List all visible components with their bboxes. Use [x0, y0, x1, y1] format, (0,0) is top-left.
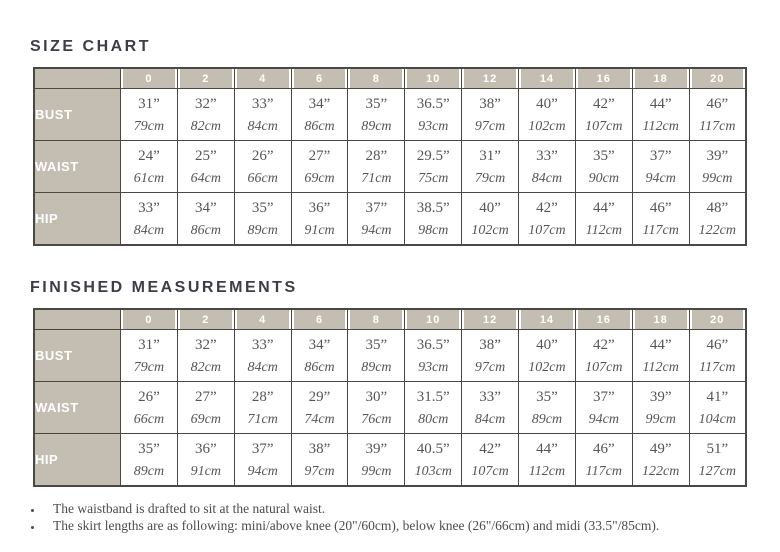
- inches-value: 35”: [365, 95, 388, 112]
- inches-value: 33”: [479, 388, 501, 405]
- inches-value: 31.5”: [416, 388, 450, 405]
- measurement-cell: [519, 382, 576, 434]
- measurement-cell: [519, 434, 576, 487]
- cm-value: 93cm: [418, 359, 449, 375]
- size-header: 0: [121, 68, 178, 89]
- measurement-cell: [177, 89, 234, 141]
- inches-value: 28”: [365, 147, 388, 164]
- cm-value: 66cm: [133, 411, 165, 427]
- row-label: HIP: [34, 434, 121, 487]
- measurement-cell: [519, 193, 576, 246]
- row-label: HIP: [34, 193, 121, 246]
- measurement-cell: [405, 434, 462, 487]
- cm-value: 107cm: [528, 222, 566, 238]
- inches-value: 51”: [706, 440, 729, 457]
- cm-value: 107cm: [471, 463, 509, 479]
- corner-cell: [34, 309, 121, 330]
- inches-value: 44”: [592, 199, 615, 216]
- inches-value: 32”: [194, 336, 217, 353]
- measurement-cell: [121, 193, 178, 246]
- measurement-cell: [689, 141, 746, 193]
- size-header: 20: [689, 68, 746, 89]
- cm-value: 91cm: [190, 463, 221, 479]
- measurement-cell: [348, 89, 405, 141]
- measurement-cell: [575, 141, 632, 193]
- measurement-cell: [519, 141, 576, 193]
- cm-value: 84cm: [247, 359, 278, 375]
- cm-value: 99cm: [645, 411, 676, 427]
- cm-value: 71cm: [361, 170, 392, 186]
- cm-value: 89cm: [247, 222, 278, 238]
- cm-value: 99cm: [361, 463, 392, 479]
- size-header: 0: [121, 309, 178, 330]
- inches-value: 36”: [308, 199, 331, 216]
- inches-value: 38”: [308, 440, 331, 457]
- measurement-cell: [462, 382, 519, 434]
- cm-value: 98cm: [418, 222, 449, 238]
- inches-value: 38.5”: [416, 199, 450, 216]
- measurement-cell: [291, 330, 348, 382]
- cm-value: 66cm: [247, 170, 278, 186]
- size-header: 14: [519, 68, 576, 89]
- size-header: 18: [632, 68, 689, 89]
- cm-value: 84cm: [247, 118, 278, 134]
- cm-value: 76cm: [361, 411, 392, 427]
- row-label: WAIST: [34, 382, 121, 434]
- size-header: 6: [291, 309, 348, 330]
- inches-value: 44”: [649, 95, 672, 112]
- inches-value: 37”: [592, 388, 615, 405]
- measurement-cell: [291, 382, 348, 434]
- cm-value: 84cm: [531, 170, 563, 186]
- size-header: 14: [519, 309, 576, 330]
- cm-value: 94cm: [645, 170, 676, 186]
- size-header: 2: [177, 68, 234, 89]
- row-label: WAIST: [34, 141, 121, 193]
- cm-value: 74cm: [304, 411, 335, 427]
- measurement-cell: [462, 434, 519, 487]
- inches-value: 35”: [251, 199, 274, 216]
- notes-list: [0, 500, 780, 534]
- inches-value: 35”: [138, 440, 160, 457]
- cm-value: 112cm: [528, 463, 566, 479]
- measurement-cell: [291, 434, 348, 487]
- measurement-cell: [519, 330, 576, 382]
- inches-value: 27”: [308, 147, 331, 164]
- inches-value: 36.5”: [416, 95, 450, 112]
- measurement-cell: [405, 141, 462, 193]
- measurement-cell: [121, 89, 178, 141]
- measurement-cell: [234, 89, 291, 141]
- inches-value: 38”: [479, 336, 501, 353]
- inches-value: 31”: [479, 147, 501, 164]
- size-header: 10: [405, 309, 462, 330]
- cm-value: 117cm: [699, 359, 736, 375]
- inches-value: 42”: [536, 199, 558, 216]
- measurement-cell: [234, 434, 291, 487]
- measurement-cell: [575, 330, 632, 382]
- size-header: 4: [234, 309, 291, 330]
- note-waistband: • The waistband is drafted to sit at the natural waist.: [43, 500, 780, 517]
- size-header: 2: [177, 309, 234, 330]
- inches-value: 39”: [365, 440, 388, 457]
- inches-value: 40.5”: [416, 440, 450, 457]
- measurement-cell: [632, 330, 689, 382]
- inches-value: 48”: [706, 199, 729, 216]
- measurement-cell: [348, 330, 405, 382]
- cm-value: 90cm: [588, 170, 619, 186]
- cm-value: 94cm: [588, 411, 619, 427]
- measurement-cell: [348, 382, 405, 434]
- inches-value: 33”: [251, 95, 274, 112]
- inches-value: 42”: [592, 336, 615, 353]
- cm-value: 79cm: [133, 118, 165, 134]
- inches-value: 33”: [138, 199, 160, 216]
- cm-value: 89cm: [133, 463, 165, 479]
- cm-value: 122cm: [698, 222, 736, 238]
- cm-value: 117cm: [699, 118, 736, 134]
- note-skirt-lengths: • The skirt lengths are as following: mini/above knee (20"/60cm), below knee (26"/66cm) and midi (33.5"/85cm).: [43, 517, 780, 534]
- inches-value: 37”: [365, 199, 388, 216]
- inches-value: 41”: [706, 388, 729, 405]
- measurement-cell: [689, 89, 746, 141]
- cm-value: 112cm: [642, 118, 679, 134]
- inches-value: 34”: [308, 95, 331, 112]
- measurement-cell: [177, 193, 234, 246]
- cm-value: 86cm: [304, 359, 335, 375]
- size-header: 18: [632, 309, 689, 330]
- cm-value: 102cm: [528, 118, 566, 134]
- inches-value: 36.5”: [416, 336, 450, 353]
- measurement-cell: [632, 89, 689, 141]
- measurement-cell: [689, 382, 746, 434]
- inches-value: 25”: [194, 147, 217, 164]
- inches-value: 49”: [649, 440, 672, 457]
- measurement-cell: [689, 330, 746, 382]
- measurement-cell: [632, 141, 689, 193]
- cm-value: 97cm: [304, 463, 335, 479]
- inches-value: 28”: [251, 388, 274, 405]
- measurement-cell: [575, 434, 632, 487]
- inches-value: 35”: [592, 147, 615, 164]
- inches-value: 39”: [649, 388, 672, 405]
- inches-value: 46”: [706, 95, 729, 112]
- cm-value: 112cm: [585, 222, 622, 238]
- inches-value: 46”: [706, 336, 729, 353]
- measurement-cell: [234, 330, 291, 382]
- cm-value: 102cm: [471, 222, 509, 238]
- cm-value: 122cm: [642, 463, 680, 479]
- cm-value: 107cm: [585, 118, 623, 134]
- measurement-cell: [519, 89, 576, 141]
- inches-value: 35”: [365, 336, 388, 353]
- measurement-cell: [121, 434, 178, 487]
- inches-value: 26”: [138, 388, 160, 405]
- measurement-cell: [177, 434, 234, 487]
- size-header: 4: [234, 68, 291, 89]
- measurement-cell: [462, 89, 519, 141]
- cm-value: 64cm: [190, 170, 221, 186]
- cm-value: 104cm: [698, 411, 736, 427]
- inches-value: 46”: [649, 199, 672, 216]
- measurement-cell: [348, 434, 405, 487]
- inches-value: 39”: [706, 147, 729, 164]
- measurement-cell: [632, 193, 689, 246]
- measurement-cell: [462, 330, 519, 382]
- size-header: 12: [462, 309, 519, 330]
- inches-value: 40”: [536, 336, 558, 353]
- measurement-cell: [689, 193, 746, 246]
- measurement-cell: [177, 141, 234, 193]
- cm-value: 127cm: [698, 463, 736, 479]
- size-header: 8: [348, 68, 405, 89]
- cm-value: 86cm: [304, 118, 335, 134]
- measurement-cell: [121, 330, 178, 382]
- inches-value: 38”: [479, 95, 501, 112]
- measurement-cell: [689, 434, 746, 487]
- cm-value: 69cm: [190, 411, 221, 427]
- size-header: 16: [575, 309, 632, 330]
- inches-value: 34”: [308, 336, 331, 353]
- cm-value: 86cm: [190, 222, 221, 238]
- cm-value: 112cm: [642, 359, 679, 375]
- cm-value: 89cm: [361, 359, 392, 375]
- cm-value: 71cm: [247, 411, 278, 427]
- inches-value: 40”: [479, 199, 501, 216]
- inches-value: 31”: [138, 336, 160, 353]
- inches-value: 33”: [536, 147, 558, 164]
- cm-value: 79cm: [474, 170, 506, 186]
- size-chart-title: SIZE CHART: [30, 38, 151, 55]
- inches-value: 29”: [308, 388, 331, 405]
- finished-measurements-title: FINISHED MEASUREMENTS: [30, 279, 298, 296]
- inches-value: 29.5”: [416, 147, 450, 164]
- size-header: 12: [462, 68, 519, 89]
- inches-value: 36”: [194, 440, 217, 457]
- cm-value: 107cm: [585, 359, 623, 375]
- inches-value: 27”: [194, 388, 217, 405]
- inches-value: 34”: [194, 199, 217, 216]
- measurement-cell: [405, 89, 462, 141]
- measurement-cell: [234, 382, 291, 434]
- cm-value: 82cm: [190, 359, 221, 375]
- inches-value: 40”: [536, 95, 558, 112]
- measurement-cell: [632, 382, 689, 434]
- measurement-cell: [234, 193, 291, 246]
- cm-value: 97cm: [474, 118, 506, 134]
- measurement-cell: [348, 141, 405, 193]
- corner-cell: [34, 68, 121, 89]
- cm-value: 117cm: [585, 463, 622, 479]
- inches-value: 31”: [138, 95, 160, 112]
- inches-value: 32”: [194, 95, 217, 112]
- cm-value: 99cm: [702, 170, 733, 186]
- inches-value: 30”: [365, 388, 388, 405]
- size-header: 20: [689, 309, 746, 330]
- cm-value: 94cm: [247, 463, 278, 479]
- cm-value: 94cm: [361, 222, 392, 238]
- measurement-cell: [632, 434, 689, 487]
- cm-value: 79cm: [133, 359, 165, 375]
- measurement-cell: [291, 141, 348, 193]
- cm-value: 82cm: [190, 118, 221, 134]
- measurement-cell: [121, 382, 178, 434]
- inches-value: 26”: [251, 147, 274, 164]
- cm-value: 84cm: [474, 411, 506, 427]
- size-chart-table: [33, 67, 747, 246]
- inches-value: 44”: [536, 440, 558, 457]
- cm-value: 69cm: [304, 170, 335, 186]
- measurement-cell: [575, 89, 632, 141]
- cm-value: 61cm: [133, 170, 165, 186]
- cm-value: 93cm: [418, 118, 449, 134]
- inches-value: 44”: [649, 336, 672, 353]
- measurement-cell: [291, 89, 348, 141]
- size-header: 16: [575, 68, 632, 89]
- measurement-cell: [177, 382, 234, 434]
- measurement-cell: [405, 193, 462, 246]
- inches-value: 33”: [251, 336, 274, 353]
- size-header: 8: [348, 309, 405, 330]
- measurement-cell: [575, 193, 632, 246]
- inches-value: 35”: [536, 388, 558, 405]
- inches-value: 42”: [479, 440, 501, 457]
- measurement-cell: [177, 330, 234, 382]
- measurement-cell: [234, 141, 291, 193]
- row-label: BUST: [34, 330, 121, 382]
- cm-value: 97cm: [474, 359, 506, 375]
- cm-value: 91cm: [304, 222, 335, 238]
- cm-value: 102cm: [528, 359, 566, 375]
- inches-value: 37”: [251, 440, 274, 457]
- cm-value: 80cm: [418, 411, 449, 427]
- row-label: BUST: [34, 89, 121, 141]
- inches-value: 37”: [649, 147, 672, 164]
- finished-measurements-table: [33, 308, 747, 487]
- cm-value: 75cm: [418, 170, 449, 186]
- measurement-cell: [405, 382, 462, 434]
- measurement-cell: [462, 193, 519, 246]
- cm-value: 103cm: [414, 463, 452, 479]
- size-header: 10: [405, 68, 462, 89]
- cm-value: 117cm: [642, 222, 679, 238]
- cm-value: 84cm: [133, 222, 165, 238]
- measurement-cell: [462, 141, 519, 193]
- size-header: 6: [291, 68, 348, 89]
- cm-value: 89cm: [361, 118, 392, 134]
- inches-value: 46”: [592, 440, 615, 457]
- inches-value: 24”: [138, 147, 160, 164]
- inches-value: 42”: [592, 95, 615, 112]
- measurement-cell: [121, 141, 178, 193]
- measurement-cell: [575, 382, 632, 434]
- measurement-cell: [291, 193, 348, 246]
- measurement-cell: [348, 193, 405, 246]
- cm-value: 89cm: [531, 411, 563, 427]
- measurement-cell: [405, 330, 462, 382]
